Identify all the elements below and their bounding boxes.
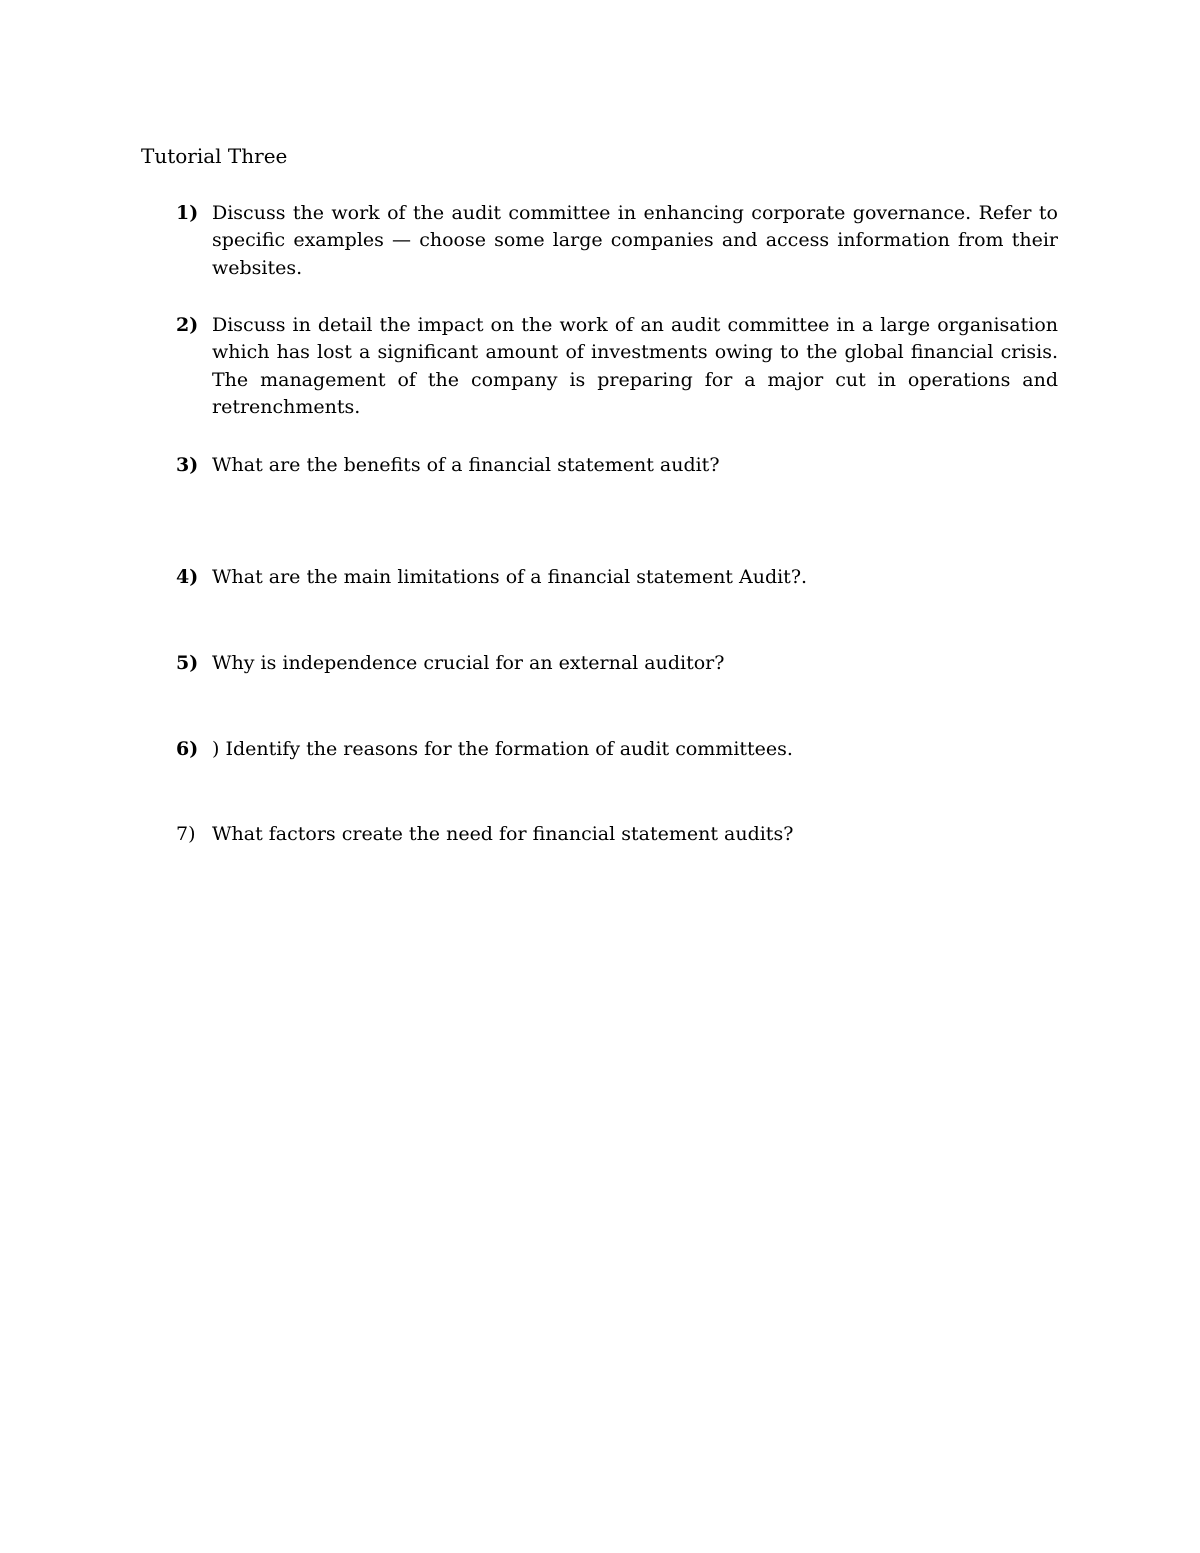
question-number: 6)	[176, 738, 199, 760]
question-5	[176, 650, 1058, 677]
question-text: What are the main limitations of a financial statement Audit?.	[212, 566, 808, 588]
page-title: Tutorial Three	[141, 144, 288, 168]
question-text: Discuss the work of the audit committee in enhancing corporate governance. Refer to specific examples — choose some large companies and access information from their websites.	[212, 202, 1058, 279]
question-text: ) Identify the reasons for the formation of audit committees.	[212, 738, 793, 760]
question-number: 4)	[176, 566, 199, 588]
question-number: 3)	[176, 454, 199, 476]
question-text: What factors create the need for financial statement audits?	[212, 823, 794, 845]
question-1	[176, 200, 1058, 282]
question-text: Why is independence crucial for an external auditor?	[212, 652, 725, 674]
question-number: 7)	[176, 823, 196, 845]
question-text: What are the benefits of a financial statement audit?	[212, 454, 720, 476]
question-text: Discuss in detail the impact on the work of an audit committee in a large organisation which has lost a significant amount of investments owing to the global financial crisis. The management of the company is preparing for a major cut in operations and retrenchments.	[212, 314, 1058, 418]
question-number: 2)	[176, 314, 199, 336]
question-3	[176, 452, 1058, 479]
question-6	[176, 736, 1058, 763]
question-7	[176, 821, 1058, 848]
question-number: 5)	[176, 652, 199, 674]
question-4	[176, 564, 1058, 591]
question-number: 1)	[176, 202, 199, 224]
question-2	[176, 312, 1058, 421]
